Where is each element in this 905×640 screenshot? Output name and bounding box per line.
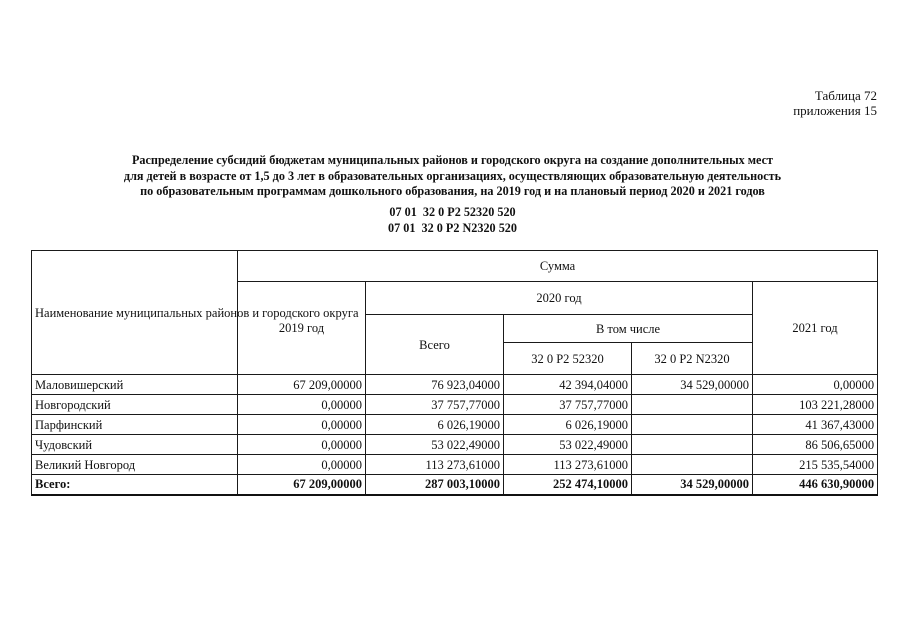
header-name: Наименование муниципальных районов и городского округа (32, 251, 238, 375)
table-row (32, 375, 878, 395)
cell-2020-52320: 113 273,61000 (504, 455, 632, 475)
cell-2020-52320: 53 022,49000 (504, 435, 632, 455)
header-2020-total: Всего (366, 315, 504, 375)
cell-2019: 0,00000 (238, 435, 366, 455)
cell-2019: 0,00000 (238, 395, 366, 415)
cell-2020-n2320 (632, 395, 753, 415)
subsidy-table (31, 250, 878, 496)
cell-2020-52320: 42 394,04000 (504, 375, 632, 395)
cell-2019: 0,00000 (238, 415, 366, 435)
header-2019: 2019 год (238, 282, 366, 375)
cell-2021: 215 535,54000 (753, 455, 878, 475)
cell-2019: 0,00000 (238, 455, 366, 475)
total-2019: 67 209,00000 (238, 475, 366, 495)
cell-district: Великий Новгород (32, 455, 238, 475)
total-row (32, 475, 878, 495)
budget-code-1: 07 01 32 0 Р2 52320 520 (389, 205, 516, 219)
cell-district: Парфинский (32, 415, 238, 435)
header-sum: Сумма (238, 251, 878, 282)
cell-district: Чудовский (32, 435, 238, 455)
table-row (32, 415, 878, 435)
total-2020-n2320: 34 529,00000 (632, 475, 753, 495)
document-title (0, 153, 905, 200)
cell-2020-52320: 6 026,19000 (504, 415, 632, 435)
cell-2021: 0,00000 (753, 375, 878, 395)
total-2020: 287 003,10000 (366, 475, 504, 495)
cell-2020-52320: 37 757,77000 (504, 395, 632, 415)
cell-2020-total: 6 026,19000 (366, 415, 504, 435)
header-2020: 2020 год (366, 282, 753, 315)
table-row (32, 435, 878, 455)
header-code-52320: 32 0 Р2 52320 (504, 343, 632, 375)
header-code-n2320: 32 0 Р2 N2320 (632, 343, 753, 375)
header-2021: 2021 год (753, 282, 878, 375)
cell-2019: 67 209,00000 (238, 375, 366, 395)
cell-2020-n2320 (632, 455, 753, 475)
cell-2021: 86 506,65000 (753, 435, 878, 455)
cell-2020-n2320: 34 529,00000 (632, 375, 753, 395)
total-2020-52320: 252 474,10000 (504, 475, 632, 495)
title-line-2: для детей в возрасте от 1,5 до 3 лет в образовательных организациях, осуществляющих образовательную деятельность (123, 168, 782, 183)
cell-district: Новгородский (32, 395, 238, 415)
total-2021: 446 630,90000 (753, 475, 878, 495)
header-row-1 (32, 251, 878, 282)
cell-2020-n2320 (632, 435, 753, 455)
budget-code-2: 07 01 32 0 Р2 N2320 520 (388, 220, 517, 235)
cell-2021: 103 221,28000 (753, 395, 878, 415)
total-label: Всего: (32, 475, 238, 495)
header-including: В том числе (504, 315, 753, 343)
budget-codes (0, 205, 905, 236)
cell-2021: 41 367,43000 (753, 415, 878, 435)
table-number: Таблица 72 (814, 88, 877, 103)
title-line-1: Распределение субсидий бюджетам муниципальных районов и городского округа на создание дополнительных мест (131, 153, 774, 167)
table-row (32, 395, 878, 415)
appendix-number: приложения 15 (793, 103, 877, 118)
cell-2020-total: 37 757,77000 (366, 395, 504, 415)
cell-2020-total: 53 022,49000 (366, 435, 504, 455)
table-reference (793, 88, 877, 118)
cell-2020-n2320 (632, 415, 753, 435)
cell-2020-total: 113 273,61000 (366, 455, 504, 475)
cell-district: Маловишерский (32, 375, 238, 395)
title-line-3: по образовательным программам дошкольного образования, на 2019 год и на плановый период 2020 и 2021 годов (140, 184, 765, 198)
cell-2020-total: 76 923,04000 (366, 375, 504, 395)
table-row (32, 455, 878, 475)
